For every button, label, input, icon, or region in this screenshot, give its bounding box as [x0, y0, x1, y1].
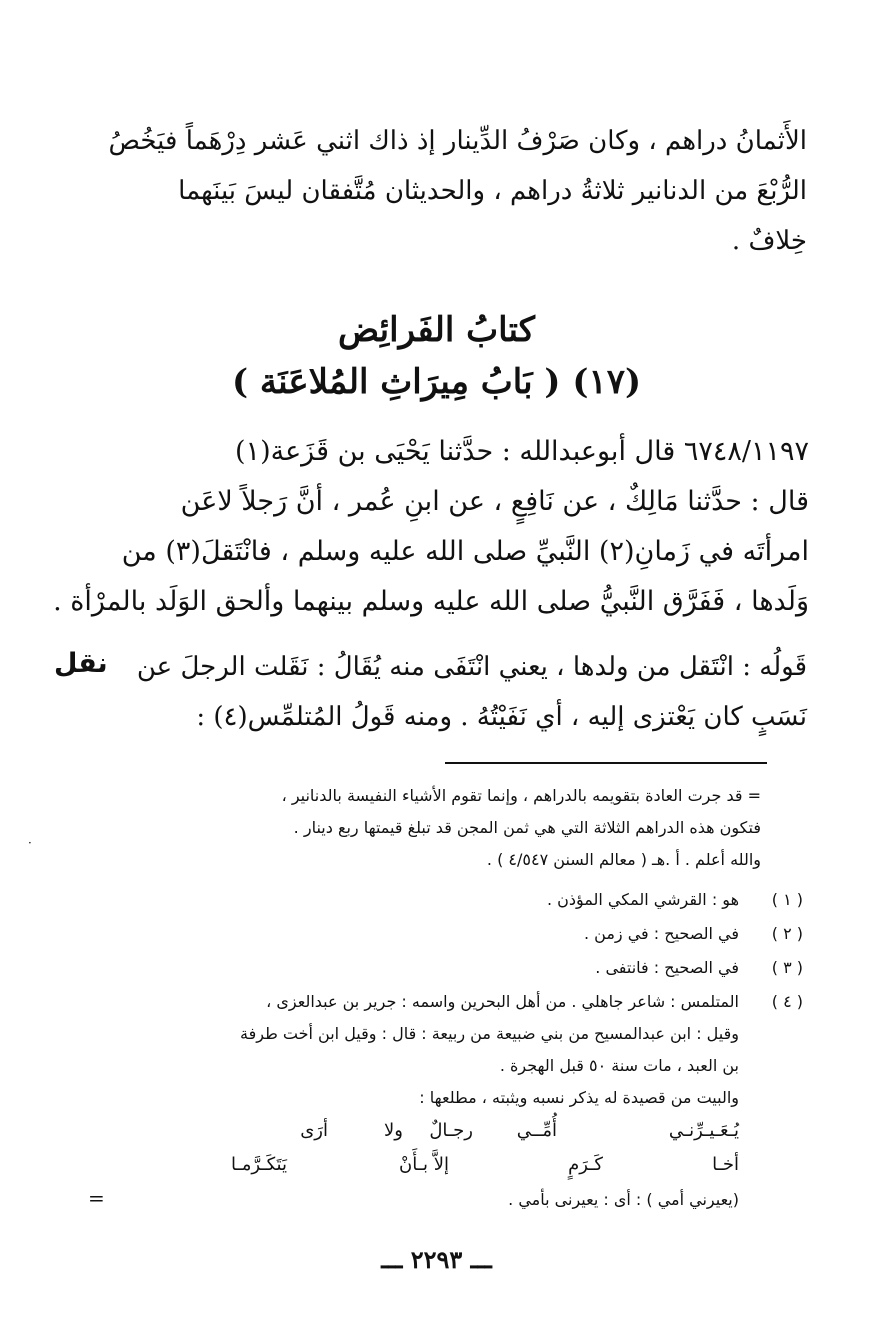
footnote-text: وقيل : ابن عبدالمسيح من بني ضبيعة من ربيعة : قال : وقيل ابن أخت طرفة: [240, 1024, 739, 1043]
verse-word: يَتَكَـرَّمـا: [231, 1154, 287, 1175]
paragraph-line: خِلافٌ .: [731, 226, 807, 256]
verse-word: أخـا: [712, 1154, 739, 1175]
book-title: كتابُ الفَرائِض: [338, 310, 535, 350]
continuation-mark: =: [88, 1186, 105, 1210]
footnote-continuation-line: = قد جرت العادة بتقويمه بالدراهم ، وإنما تقوم الأشياء النفيسة بالدنانير ،: [281, 786, 761, 805]
footnote-divider: [445, 762, 767, 764]
footnote-text: المتلمس : شاعر جاهلي . من أهل البحرين واسمه : جرير بن عبدالعزى ،: [266, 992, 739, 1011]
verse-word: يُـعَـيـرِّنـي: [668, 1120, 739, 1141]
hadith-line: قال : حدَّثنا مَالِكٌ ، عن نَافِعٍ ، عن ابنِ عُمر ، أنَّ رَجلاً لاعَن: [180, 486, 809, 517]
page-number: ـــ ٢٢٩٣ ـــ: [381, 1245, 492, 1274]
commentary-line: نَسَبٍ كان يَعْتزى إليه ، أي نَفَيْتُهُ . ومنه قَولُ المُتلمِّس(٤) :: [196, 702, 807, 732]
footnote-continuation-line: فتكون هذه الدراهم الثلاثة التي هي ثمن المجن قد تبلغ قيمتها ربع دينار .: [293, 818, 761, 837]
chapter-title: (١٧) ( بَابُ مِيرَاثِ المُلاعَنَة ): [231, 362, 642, 402]
paragraph-line: الرُّبْعَ من الدنانير ثلاثةُ دراهم ، والحديثان مُتَّفقان ليسَ بَينَهما: [178, 176, 807, 206]
footnote-text: في الصحيح : فانتفى .: [595, 958, 739, 977]
verse-word: ولا: [384, 1120, 403, 1141]
verse-gloss: (يعيرني أمي ) : أى : يعيرنى بأمي .: [508, 1190, 739, 1209]
footnote-number: ( ٤ ): [771, 992, 803, 1011]
footnote-text: بن العبد ، مات سنة ٥٠ قبل الهجرة .: [499, 1056, 739, 1075]
footnote-text: في الصحيح : في زمن .: [583, 924, 739, 943]
verse-word: كَـرَمٍ: [568, 1154, 603, 1175]
verse-word: أُمِّــي: [516, 1120, 557, 1141]
footnote-number: ( ٣ ): [771, 958, 803, 977]
footnote-number: ( ١ ): [771, 890, 803, 909]
speck-mark: ·: [28, 836, 32, 850]
footnote-text: والبيت من قصيدة له يذكر نسبه ويثبته ، مطلعها :: [419, 1088, 739, 1107]
commentary-line: قَولُه : انْتَقل من ولدها ، يعني انْتَفَى منه يُقَالُ : نَقَلت الرجلَ عن: [136, 652, 807, 682]
hadith-line: ٦٧٤٨/١١٩٧ قال أبوعبدالله : حدَّثنا يَحْيَى بن قَزَعة(١): [235, 436, 809, 467]
footnote-continuation-line: والله أعلم . أ .هـ ( معالم السنن ٤/٥٤٧ ) .: [486, 850, 761, 869]
verse-word: إلاَّ بـأَنْ: [399, 1154, 449, 1175]
hadith-line: وَلَدها ، فَفَرَّق النَّبيُّ صلى الله عليه وسلم بينهما وألحق الوَلَد بالمرْأة .: [53, 586, 809, 617]
footnote-text: هو : القرشي المكي المؤذن .: [546, 890, 739, 909]
hadith-line: امرأتَه في زَمانِ(٢) النَّبيِّ صلى الله عليه وسلم ، فانْتَقلَ(٣) من: [121, 536, 809, 567]
paragraph-line: الأَثمانُ دراهم ، وكان صَرْفُ الدِّينار إذ ذاك اثني عَشر دِرْهَماً فيَخُصُ: [108, 126, 807, 156]
margin-keyword: نقل: [54, 648, 108, 679]
verse-word: أرَى: [300, 1120, 328, 1141]
footnote-number: ( ٢ ): [771, 924, 803, 943]
verse-word: رجـالٌ: [429, 1120, 473, 1141]
